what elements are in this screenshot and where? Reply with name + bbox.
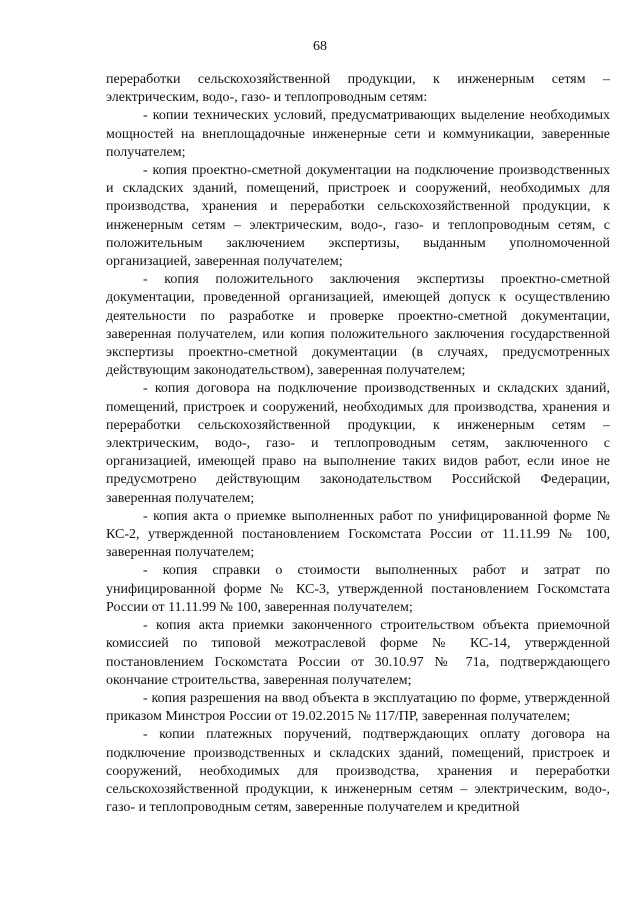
list-item-ks3-certificate: - копия справки о стоимости выполненных работ и затрат по унифицированной форме № КС-3, утвержденной постановлением Госкомстата России от 11.11.99 № 100, заверенная получателем; (106, 563, 610, 615)
paragraph-continuation: переработки сельскохозяйственной продукции, к инженерным сетям – электрическим, водо-, газо- и теплопроводным сетям: (106, 72, 610, 106)
list-item-connection-contract: - копия договора на подключение производственных и складских зданий, помещений, пристроек и сооружений, необходимых для производства, хранения и переработки сельскохозяйственной продукции, к инженерным сетям – электрическим, водо-, газо- и теплопроводным сетям, заключенного с организацией, имеющей право на выполнение таких видов работ, если иное не предусмотрено действующим законодательством Российской Федерации, заверенная получателем; (106, 381, 610, 506)
list-item-payment-orders: - копии платежных поручений, подтверждающих оплату договора на подключение производственных и складских зданий, помещений, пристроек и сооружений, необходимых для производства, хранения и переработки сельскохозяйственной продукции, к инженерным сетям – электрическим, водо-, газо- и теплопроводным сетям, заверенные получателем и кредитной (106, 727, 610, 816)
document-body (106, 71, 610, 817)
list-item-commissioning-permit: - копия разрешения на ввод объекта в эксплуатацию по форме, утвержденной приказом Минстроя России от 19.02.2015 № 117/ПР, заверенная получателем; (106, 690, 610, 725)
list-item-project-documentation: - копия проектно-сметной документации на подключение производственных и складских зданий, помещений, пристроек и сооружений, необходимых для производства, хранения и переработки сельскохозяйственной продукции, к инженерным сетям – электрическим, водо-, газо- и теплопроводным сетям, с положительным заключением экспертизы, выданным уполномоченной организацией, заверенная получателем; (106, 163, 610, 270)
list-item-expertise-conclusion: - копия положительного заключения экспертизы проектно-сметной документации, проведенной организацией, имеющей допуск к осуществлению деятельности по разработке и проверке проектно-сметной документации, заверенная получателем, или копия положительного заключения государственной экспертизы проектно-сметной документации (в случаях, предусмотренных действующим законодательством), заверенная получателем; (106, 272, 610, 379)
list-item-technical-conditions: - копии технических условий, предусматривающих выделение необходимых мощностей на внеплощадочные инженерные сети и коммуникации, заверенные получателем; (106, 108, 610, 160)
list-item-ks14-act: - копия акта приемки законченного строительством объекта приемочной комиссией по типовой межотраслевой форме № КС-14, утвержденной постановлением Госкомстата России от 30.10.97 № 71а, подтверждающего окончание строительства, заверенная получателем; (106, 618, 610, 688)
list-item-ks2-act: - копия акта о приемке выполненных работ по унифицированной форме № КС-2, утвержденной постановлением Госкомстата России от 11.11.99 № 100, заверенная получателем; (106, 508, 610, 561)
page-number: 68 (313, 39, 327, 54)
